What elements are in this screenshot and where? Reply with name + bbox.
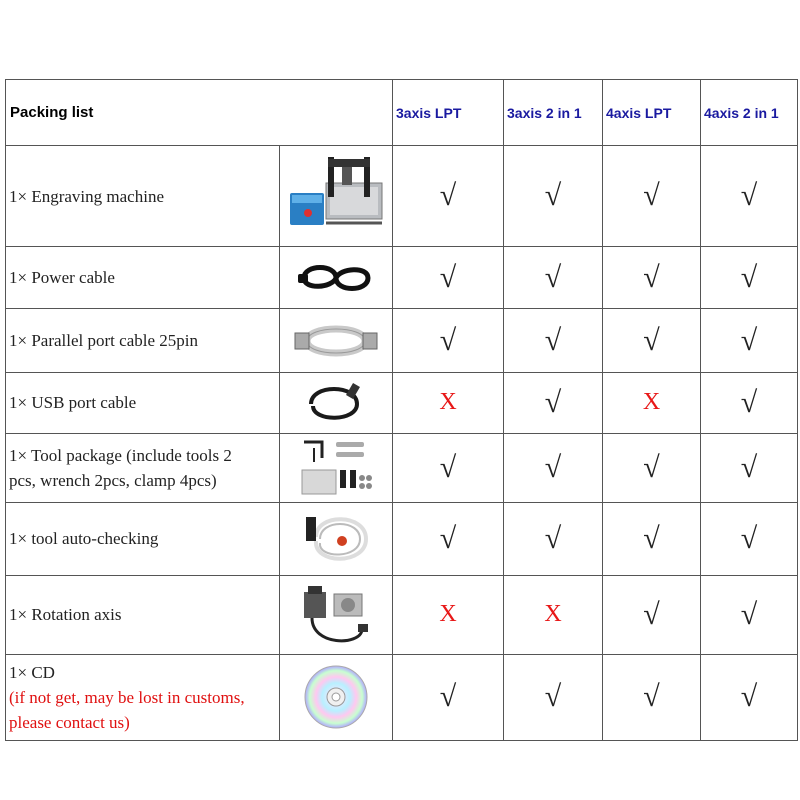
item-line: 1× Power cable [9,268,115,288]
mark-4axis-lpt: √ [603,247,701,309]
item-name [6,433,280,502]
table-row [6,575,798,654]
tool-checker-image [296,507,376,571]
item-line: 1× tool auto-checking [9,529,159,549]
item-image-cell [280,502,393,575]
table-row [6,654,798,740]
mark-4axis-2in1: √ [701,654,798,740]
item-line: 1× Parallel port cable 25pin [9,331,198,351]
item-line: 1× USB port cable [9,393,137,413]
rotation-axis-image [296,580,376,650]
item-name [6,654,280,740]
table-row [6,309,798,373]
usb-cable-image [301,380,371,426]
mark-3axis-2in1: √ [504,654,603,740]
cnc-engraving-machine-image [286,153,386,239]
item-line: 1× CD [9,662,55,682]
mark-4axis-lpt: √ [603,309,701,373]
mark-3axis-2in1: √ [504,373,603,433]
item-name [6,373,280,433]
table-row [6,247,798,309]
mark-4axis-2in1: √ [701,373,798,433]
mark-4axis-lpt: √ [603,433,701,502]
mark-3axis-2in1: √ [504,502,603,575]
item-name [6,575,280,654]
header-row [6,80,798,146]
parallel-cable-image [293,319,379,363]
mark-3axis-lpt: X [393,575,504,654]
cd-image [303,664,369,730]
item-line: pcs, wrench 2pcs, clamp 4pcs) [9,470,217,490]
mark-3axis-2in1: √ [504,309,603,373]
item-line: 1× Rotation axis [9,605,122,625]
mark-3axis-lpt: √ [393,433,504,502]
table-row [6,146,798,247]
table-row [6,433,798,502]
mark-3axis-lpt: √ [393,146,504,247]
item-name [6,247,280,309]
packing-list-title: Packing list [6,80,393,146]
mark-4axis-2in1: √ [701,309,798,373]
mark-3axis-2in1: √ [504,146,603,247]
packing-list-table [5,79,798,741]
variant-4axis-lpt: 4axis LPT [603,80,701,146]
mark-3axis-lpt: √ [393,309,504,373]
item-line: 1× Tool package (include tools 2 [9,445,232,465]
item-image-cell [280,309,393,373]
power-cable-image [296,258,376,298]
item-note-line: (if not get, may be lost in customs, [9,687,245,707]
item-image-cell [280,575,393,654]
mark-4axis-2in1: √ [701,502,798,575]
item-image-cell [280,247,393,309]
mark-4axis-2in1: √ [701,146,798,247]
table-row [6,373,798,433]
item-image-cell [280,654,393,740]
mark-4axis-lpt: √ [603,502,701,575]
mark-3axis-2in1: √ [504,433,603,502]
mark-4axis-2in1: √ [701,433,798,502]
item-name [6,309,280,373]
tool-package-image [296,438,376,498]
mark-4axis-lpt: X [603,373,701,433]
table-row [6,502,798,575]
mark-4axis-lpt: √ [603,654,701,740]
item-image-cell [280,373,393,433]
item-image-cell [280,433,393,502]
item-line: 1× Engraving machine [9,186,164,206]
mark-4axis-2in1: √ [701,247,798,309]
mark-3axis-lpt: √ [393,654,504,740]
mark-3axis-2in1: X [504,575,603,654]
mark-4axis-2in1: √ [701,575,798,654]
mark-3axis-lpt: √ [393,247,504,309]
mark-3axis-2in1: √ [504,247,603,309]
item-note-line: please contact us) [9,712,130,732]
variant-3axis-lpt: 3axis LPT [393,80,504,146]
variant-3axis-2in1: 3axis 2 in 1 [504,80,603,146]
mark-3axis-lpt: √ [393,502,504,575]
mark-4axis-lpt: √ [603,146,701,247]
item-name [6,146,280,247]
item-image-cell [280,146,393,247]
mark-3axis-lpt: X [393,373,504,433]
mark-4axis-lpt: √ [603,575,701,654]
variant-4axis-2in1: 4axis 2 in 1 [701,80,798,146]
item-name [6,502,280,575]
